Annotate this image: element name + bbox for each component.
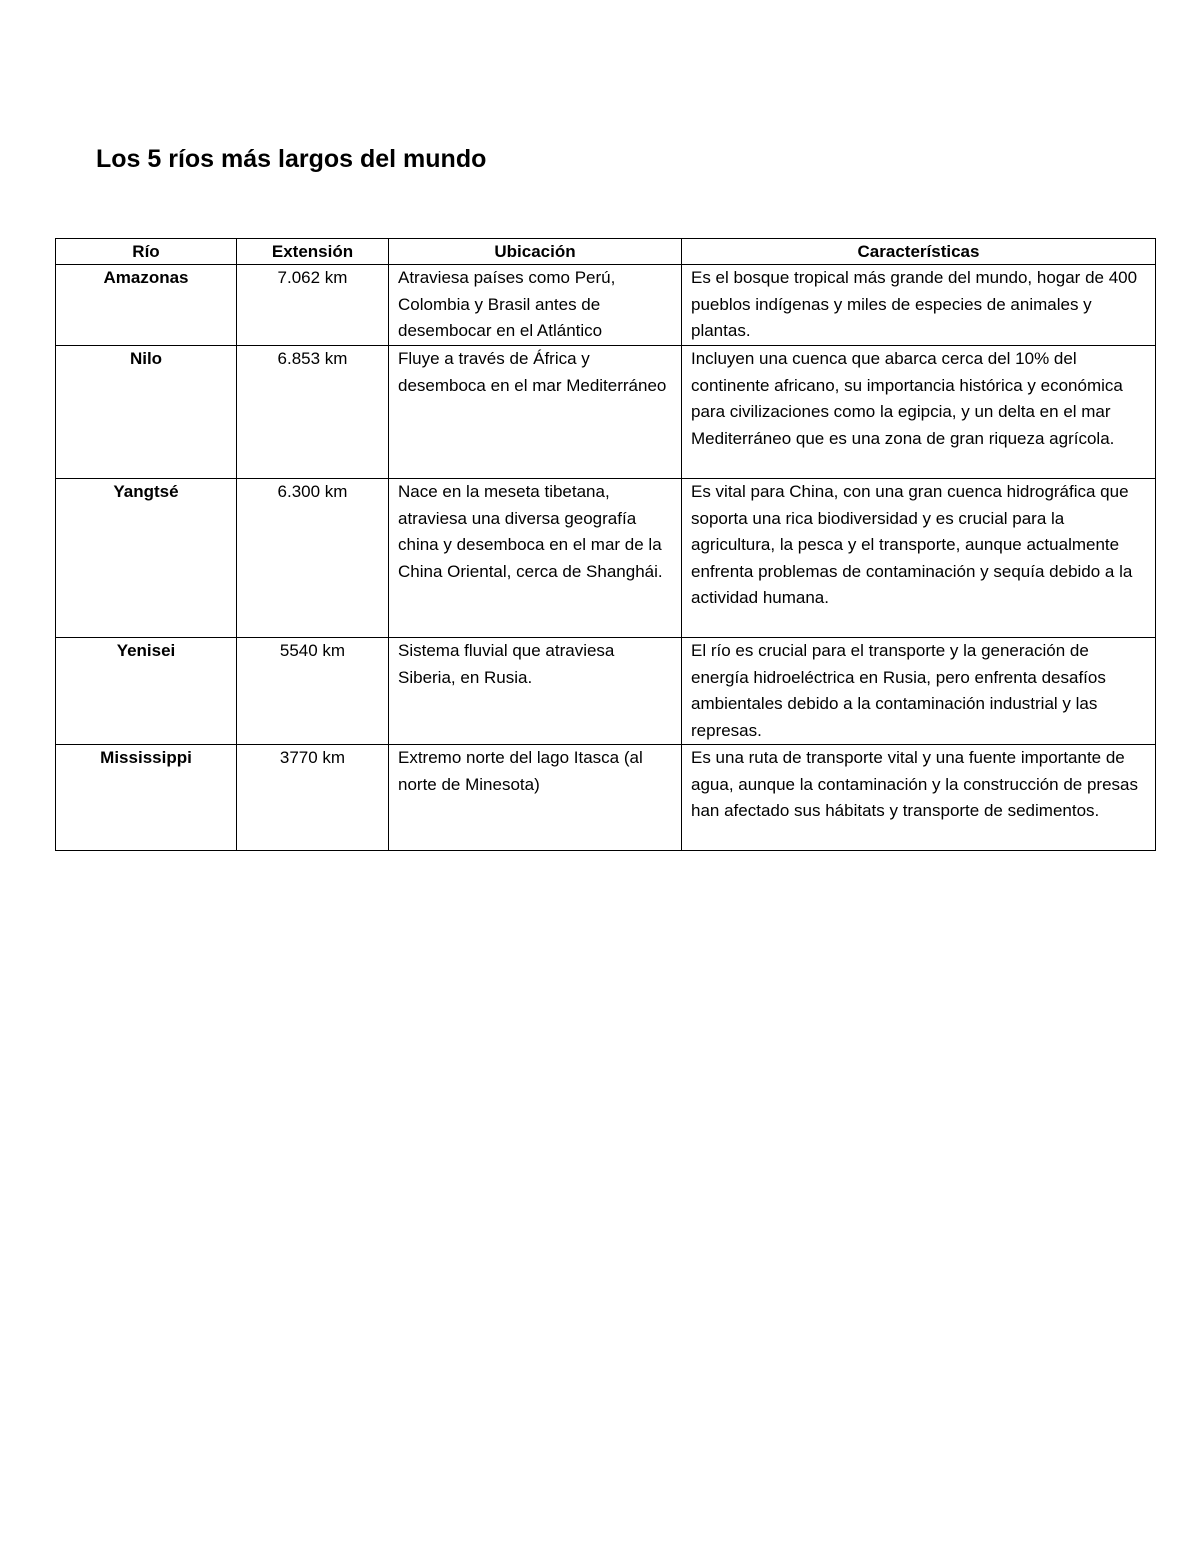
page-title: Los 5 ríos más largos del mundo (96, 145, 487, 173)
river-features-cell: Es el bosque tropical más grande del mundo, hogar de 400 pueblos indígenas y miles de especies de animales y plantas. (682, 265, 1156, 346)
river-name-cell: Nilo (56, 346, 237, 479)
table-header-row (56, 239, 1156, 265)
river-location-cell: Sistema fluvial que atraviesa Siberia, en Rusia. (389, 638, 682, 745)
table-row (56, 265, 1156, 346)
river-length-cell: 6.853 km (237, 346, 389, 479)
river-location-cell: Atraviesa países como Perú, Colombia y Brasil antes de desembocar en el Atlántico (389, 265, 682, 346)
river-location-cell: Nace en la meseta tibetana, atraviesa una diversa geografía china y desemboca en el mar de la China Oriental, cerca de Shanghái. (389, 479, 682, 638)
river-features-cell: Es una ruta de transporte vital y una fuente importante de agua, aunque la contaminación y la construcción de presas han afectado sus hábitats y transporte de sedimentos. (682, 745, 1156, 851)
river-name-cell: Mississippi (56, 745, 237, 851)
river-name-cell: Yenisei (56, 638, 237, 745)
river-location-cell: Extremo norte del lago Itasca (al norte de Minesota) (389, 745, 682, 851)
river-location-cell: Fluye a través de África y desemboca en el mar Mediterráneo (389, 346, 682, 479)
river-length-cell: 3770 km (237, 745, 389, 851)
header-location: Ubicación (389, 239, 682, 265)
river-features-cell: Es vital para China, con una gran cuenca hidrográfica que soporta una rica biodiversidad y es crucial para la agricultura, la pesca y el transporte, aunque actualmente enfrenta problemas de contaminación y sequía debido a la actividad humana. (682, 479, 1156, 638)
river-length-cell: 5540 km (237, 638, 389, 745)
table-row (56, 638, 1156, 745)
river-features-cell: El río es crucial para el transporte y la generación de energía hidroeléctrica en Rusia, pero enfrenta desafíos ambientales debido a la contaminación industrial y las represas. (682, 638, 1156, 745)
header-river: Río (56, 239, 237, 265)
river-features-cell: Incluyen una cuenca que abarca cerca del 10% del continente africano, su importancia histórica y económica para civilizaciones como la egipcia, y un delta en el mar Mediterráneo que es una zona de gran riqueza agrícola. (682, 346, 1156, 479)
table-row (56, 346, 1156, 479)
header-features: Características (682, 239, 1156, 265)
river-name-cell: Amazonas (56, 265, 237, 346)
rivers-table (55, 238, 1156, 851)
river-length-cell: 6.300 km (237, 479, 389, 638)
header-length: Extensión (237, 239, 389, 265)
river-name-cell: Yangtsé (56, 479, 237, 638)
river-length-cell: 7.062 km (237, 265, 389, 346)
table-row (56, 745, 1156, 851)
table-row (56, 479, 1156, 638)
